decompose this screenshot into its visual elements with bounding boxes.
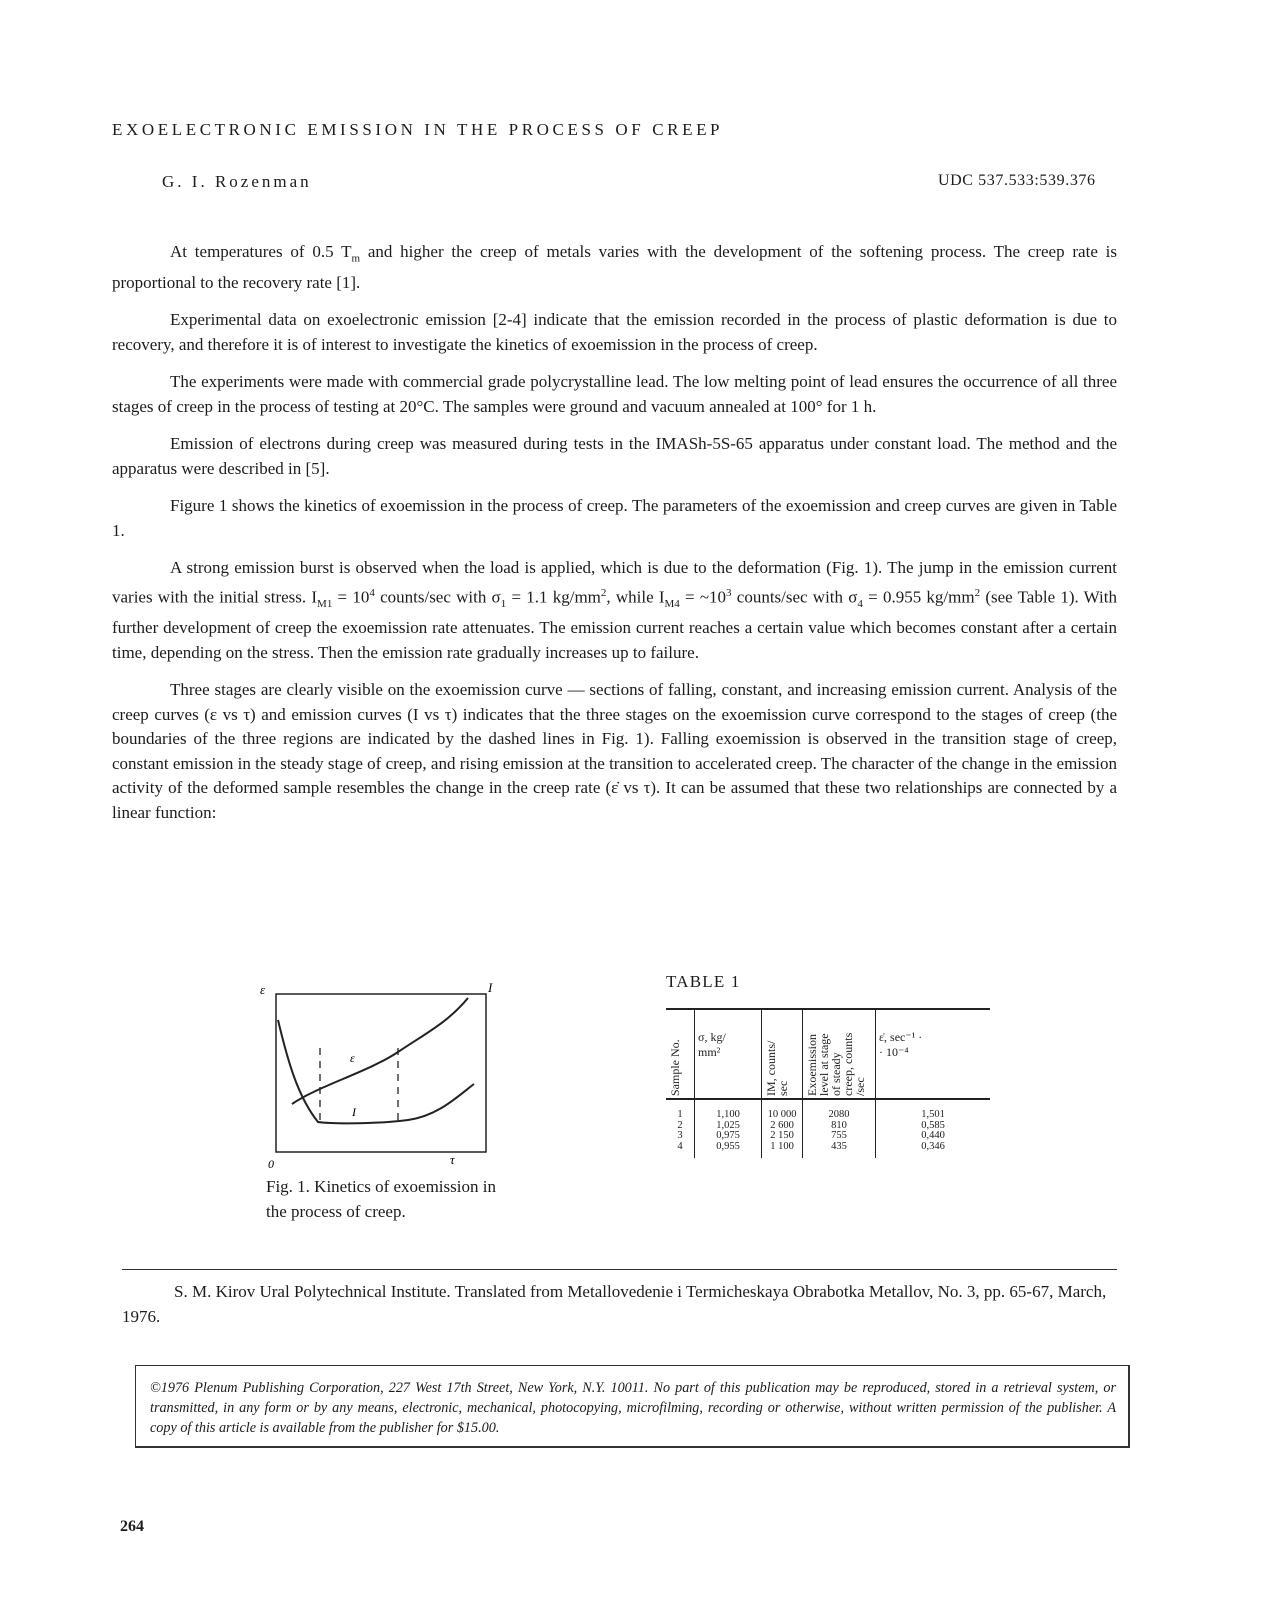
I-curve-label: I: [352, 1105, 356, 1119]
table-1: [666, 1008, 990, 1158]
article-title: EXOELECTRONIC EMISSION IN THE PROCESS OF CREEP: [112, 120, 724, 139]
author-name: G. I. Rozenman: [162, 172, 312, 191]
col-level: 2080 810 755 435: [803, 1099, 876, 1158]
figure-caption: Fig. 1. Kinetics of exoemission in the process of creep.: [266, 1177, 496, 1221]
creep-curve: [292, 998, 468, 1104]
paragraph-6: A strong emission burst is observed when the load is applied, which is due to the deformation (Fig. 1). The jump in the emission current varies with the initial stress. $I_{M1} = 10^4$ counts/sec with $\sigma_1 = 1.1$ $kg/mm^2$, while $I_{M4}$ = $\sim 10^3$ counts/sec with $\sigma_4 = 0.955$ $kg/mm^2$ (see Table 1). With further development of creep the exoemission rate attenuates. The emission current reaches a certain value which becomes constant after a certain time, depending on the stress. Then the emission rate gradually increases up to failure.: [112, 558, 1117, 662]
article-body: [112, 240, 1117, 825]
table-title: TABLE 1: [666, 972, 741, 991]
header-level: Exoemission level at stage of steady creep, counts /sec: [803, 1009, 876, 1099]
figure-1: [258, 982, 510, 1182]
header-sigma: σ, kg/ mm²: [695, 1009, 762, 1099]
emission-curve: [278, 1020, 474, 1123]
paragraph-5: Figure 1 shows the kinetics of exoemission in the process of creep. The parameters of the exoemission and creep curves are given in Table 1.: [112, 496, 1117, 540]
eps-curve-label: ε: [350, 1051, 355, 1065]
origin-label: 0: [268, 1157, 274, 1171]
paragraph-1: At temperatures of 0.5 $T_m$ and higher the creep of metals varies with the development of the softening process. The creep rate is proportional to the recovery rate [1].: [112, 242, 1117, 292]
footnote-rule: [122, 1269, 1117, 1270]
figure-frame: [276, 994, 486, 1152]
copyright-box: ©1976 Plenum Publishing Corporation, 227 West 17th Street, New York, N.Y. 10011. No part of this publication may be reproduced, stored in a retrieval system, or transmitted, in any form or by any means, electronic, mechanical, photocopying, microfilming, recording or otherwise, without written permission of the publisher. A copy of this article is available from the publisher for $15.00.: [135, 1365, 1130, 1448]
paragraph-7: Three stages are clearly visible on the exoemission curve — sections of falling, constant, and increasing emission current. Analysis of the creep curves (ε vs τ) and emission curves (I vs τ) indicates that the three stages on the exoemission curve correspond to the stages of creep (the boundaries of the three regions are indicated by the dashed lines in Fig. 1). Falling exoemission is observed in the transition stage of creep, constant emission in the steady stage of creep, and rising emission at the transition to accelerated creep. The character of the change in the emission activity of the deformed sample resembles the change in the creep rate (ε̇ vs τ). It can be assumed that these two relationships are connected by a linear function:: [112, 680, 1117, 822]
footnote: S. M. Kirov Ural Polytechnical Institute. Translated from Metallovedenie i Termicheskaya Obrabotka Metallov, No. 3, pp. 65-67, March, 1976.: [122, 1282, 1107, 1326]
header-sample: Sample No.: [668, 1039, 682, 1096]
udc-code: UDC 537.533:539.376: [938, 172, 1096, 189]
table-row: [666, 1099, 990, 1158]
paragraph-2: Experimental data on exoelectronic emission [2-4] indicate that the emission recorded in the process of plastic deformation is due to recovery, and therefore it is of interest to investigate the kinetics of exoemission in the process of creep.: [112, 310, 1117, 354]
col-rate: 1,501 0,585 0,440 0,346: [876, 1099, 991, 1158]
tau-axis-label: τ: [450, 1152, 455, 1167]
paragraph-3: The experiments were made with commercial grade polycrystalline lead. The low melting point of lead ensures the occurrence of all three stages of creep in the process of testing at 20°C. The samples were ground and vacuum annealed at 100° for 1 h.: [112, 372, 1117, 416]
col-sigma: 1,100 1,025 0,975 0,955: [695, 1099, 762, 1158]
paragraph-4: Emission of electrons during creep was measured during tests in the IMASh-5S-65 apparatus under constant load. The method and the apparatus were described in [5].: [112, 434, 1117, 478]
eps-axis-label: ε: [260, 982, 266, 997]
page-number: 264: [120, 1518, 144, 1535]
I-axis-label: I: [488, 982, 493, 995]
header-im: IM, counts/ sec: [762, 1009, 803, 1099]
header-rate: ε̇, sec⁻¹ · · 10⁻⁴: [876, 1009, 991, 1099]
col-sample: 1 2 3 4: [677, 1109, 683, 1152]
col-im: 10 000 2 600 2 150 1 100: [762, 1099, 803, 1158]
